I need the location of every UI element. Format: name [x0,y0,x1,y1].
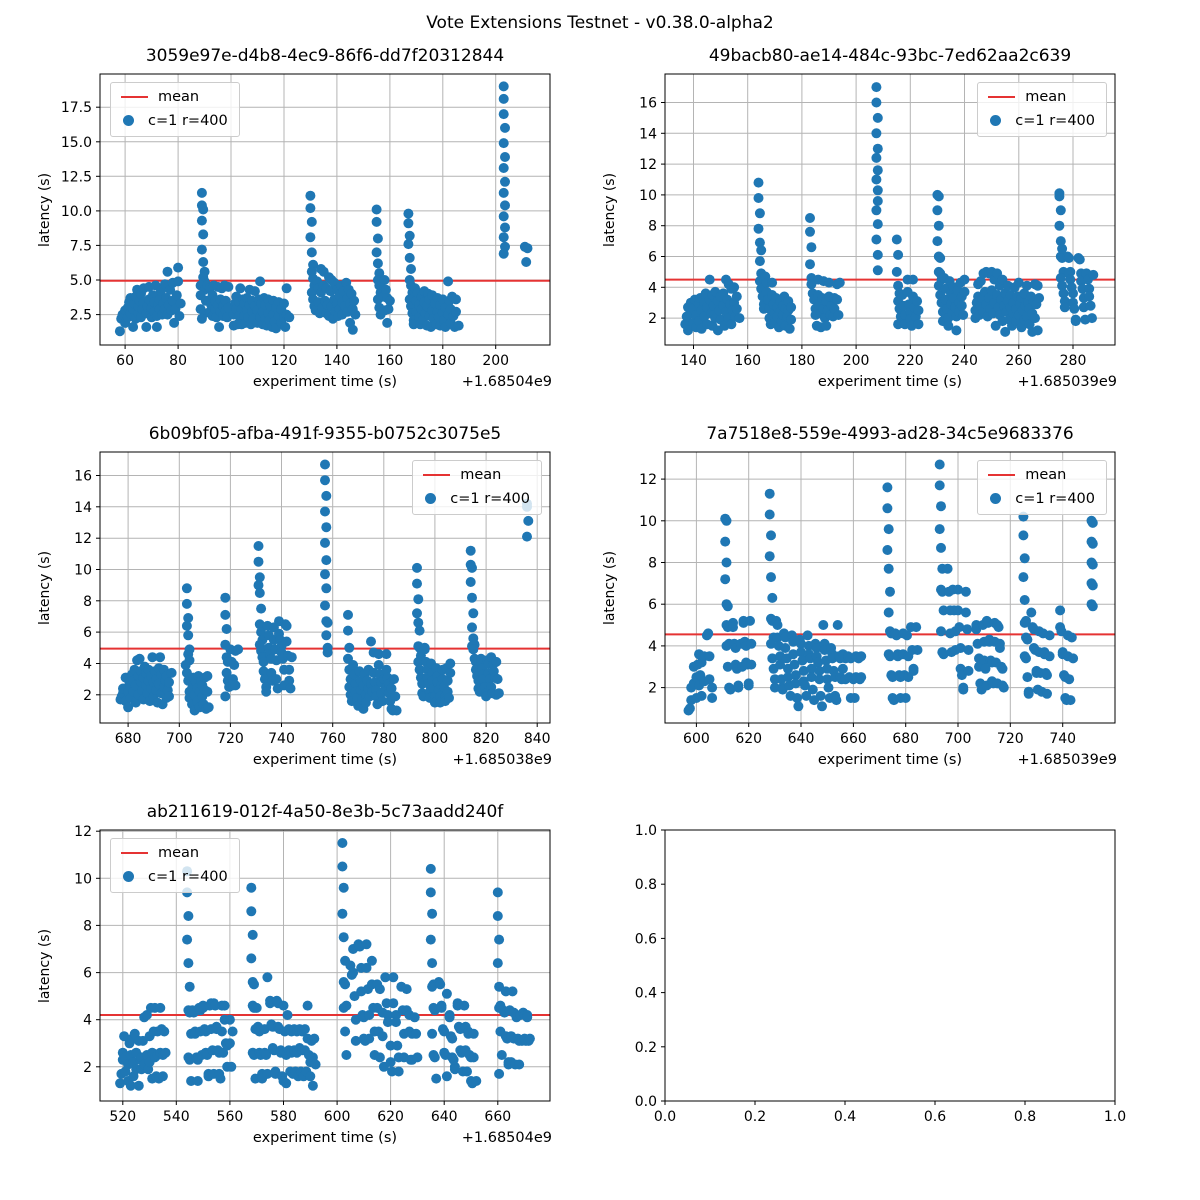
svg-text:10: 10 [74,871,92,888]
svg-text:12.5: 12.5 [60,169,92,186]
legend-item-mean [988,468,1095,483]
mean-line-swatch-icon [121,852,148,854]
figure-title: Vote Extensions Testnet - v0.38.0-alpha2 [426,13,774,33]
svg-text:160: 160 [734,353,762,369]
legend-label: mean [1025,467,1067,483]
svg-text:5.0: 5.0 [69,273,92,289]
svg-text:2: 2 [83,687,92,704]
svg-text:2: 2 [648,311,657,328]
legend [977,82,1107,137]
svg-text:6: 6 [83,965,92,982]
subplot-6b09bf05 [37,424,552,768]
svg-text:12: 12 [639,472,657,489]
legend-item-series [121,114,228,129]
svg-text:180: 180 [429,353,457,369]
svg-text:140: 140 [323,353,351,369]
svg-text:680: 680 [892,731,920,747]
mean-line-swatch-icon [121,96,148,98]
legend-label: mean [460,467,502,483]
svg-text:740: 740 [1049,731,1077,747]
x-axis-offset-text: +1.685039e9 [1017,752,1117,768]
x-axis-offset-text: +1.68504e9 [461,1130,552,1146]
legend-label: c=1 r=400 [450,490,530,507]
svg-text:180: 180 [788,353,816,369]
legend [412,460,542,515]
svg-text:640: 640 [787,731,815,747]
legend-label: mean [1025,89,1067,105]
svg-text:620: 620 [735,731,763,747]
svg-text:4: 4 [648,638,657,655]
svg-text:12: 12 [74,824,92,841]
series-dot-swatch-icon [425,493,436,504]
legend [110,82,240,137]
svg-text:540: 540 [162,1109,190,1125]
y-axis-label: latency (s) [37,550,53,625]
subplot-empty [634,823,1127,1125]
mean-line-swatch-icon [988,474,1015,476]
x-axis-label: experiment time (s) [817,752,963,768]
svg-text:2: 2 [648,680,657,697]
svg-text:600: 600 [323,1109,351,1125]
svg-text:6: 6 [83,625,92,642]
legend [977,460,1107,515]
svg-text:0.4: 0.4 [634,985,657,1002]
subplot-title: ab211619-012f-4a50-8e3b-5c73aadd240f [146,802,504,822]
legend-item-series [423,492,530,507]
svg-text:820: 820 [472,731,500,747]
svg-text:7.5: 7.5 [69,238,92,255]
svg-text:720: 720 [996,731,1024,747]
svg-text:4: 4 [83,656,92,673]
svg-text:240: 240 [951,353,978,369]
svg-text:12: 12 [639,157,657,174]
legend-label: c=1 r=400 [1015,490,1095,507]
svg-text:200: 200 [842,353,870,369]
svg-text:100: 100 [217,353,245,369]
series-dot-swatch-icon [123,115,134,126]
svg-text:10: 10 [639,513,657,530]
svg-text:580: 580 [270,1109,297,1125]
svg-text:0.0: 0.0 [634,1094,657,1110]
svg-text:2.5: 2.5 [69,307,92,324]
svg-text:120: 120 [270,353,298,369]
svg-text:0.2: 0.2 [634,1039,657,1056]
legend-label: c=1 r=400 [1015,112,1095,129]
series-dot-swatch-icon [990,493,1001,504]
subplot-ab211619 [37,802,552,1146]
legend-label: mean [158,89,200,105]
svg-text:620: 620 [377,1109,404,1125]
legend-item-series [988,492,1095,507]
svg-text:280: 280 [1059,353,1087,369]
y-axis-label: latency (s) [37,172,53,247]
subplot-title: 6b09bf05-afba-491f-9355-b0752c3075e5 [148,424,502,444]
svg-text:2: 2 [83,1059,92,1076]
subplot-7a7518e8 [602,424,1117,768]
series-dot-swatch-icon [990,115,1001,126]
subplot-title: 7a7518e8-559e-4993-ad28-34c5e9683376 [706,424,1074,444]
svg-text:0.8: 0.8 [634,877,657,894]
svg-text:720: 720 [217,731,244,747]
svg-text:0.6: 0.6 [923,1109,947,1125]
svg-text:740: 740 [268,731,295,747]
legend-item-series [121,870,228,885]
svg-text:0.4: 0.4 [833,1109,857,1125]
svg-text:520: 520 [109,1109,137,1125]
y-axis-label: latency (s) [602,550,618,625]
x-axis-label: experiment time (s) [252,752,398,768]
svg-text:600: 600 [683,731,710,747]
svg-text:8: 8 [83,593,92,610]
svg-text:780: 780 [370,731,398,747]
svg-text:17.5: 17.5 [60,100,92,117]
svg-text:220: 220 [896,353,924,369]
svg-text:10.0: 10.0 [60,203,92,220]
svg-text:840: 840 [523,731,551,747]
subplot-49bacb80 [602,46,1117,390]
svg-text:6: 6 [648,597,657,614]
svg-text:200: 200 [482,353,510,369]
svg-text:4: 4 [648,280,657,297]
svg-text:680: 680 [114,731,142,747]
x-axis-offset-text: +1.685038e9 [452,752,552,768]
mean-line-swatch-icon [988,96,1015,98]
svg-text:0.2: 0.2 [743,1109,767,1125]
svg-text:12: 12 [74,531,92,548]
svg-text:700: 700 [165,731,193,747]
svg-text:1.0: 1.0 [1103,1109,1127,1125]
subplot-title: 49bacb80-ae14-484c-93bc-7ed62aa2c639 [708,46,1072,66]
legend-item-mean [423,468,530,483]
legend-item-mean [121,846,228,861]
svg-text:16: 16 [639,95,657,112]
svg-text:8: 8 [648,555,657,572]
svg-text:560: 560 [216,1109,244,1125]
legend-item-mean [988,90,1095,105]
x-axis-offset-text: +1.68504e9 [461,374,552,390]
svg-text:15.0: 15.0 [60,134,92,151]
legend-label: mean [158,845,200,861]
plot-canvas [605,818,1150,1143]
svg-text:14: 14 [639,126,657,143]
svg-text:10: 10 [74,562,92,579]
mean-line-swatch-icon [423,474,450,476]
legend-label: c=1 r=400 [148,112,228,129]
svg-text:60: 60 [116,353,135,369]
svg-text:80: 80 [169,353,188,369]
svg-text:660: 660 [840,731,867,747]
svg-text:10: 10 [639,187,657,204]
x-axis-label: experiment time (s) [252,1130,398,1146]
legend-label: c=1 r=400 [148,868,228,885]
x-axis-offset-text: +1.685039e9 [1017,374,1117,390]
legend-item-series [988,114,1095,129]
svg-text:800: 800 [421,731,449,747]
svg-text:6: 6 [648,249,657,266]
svg-text:160: 160 [376,353,404,369]
x-axis-label: experiment time (s) [817,374,963,390]
legend [110,838,240,893]
svg-text:260: 260 [1005,353,1033,369]
y-axis-label: latency (s) [37,928,53,1003]
svg-text:0.8: 0.8 [1013,1109,1037,1125]
svg-text:660: 660 [484,1109,512,1125]
subplot-3059e97e [37,46,552,390]
x-axis-label: experiment time (s) [252,374,398,390]
svg-text:140: 140 [680,353,707,369]
svg-text:0.0: 0.0 [653,1109,677,1125]
svg-text:700: 700 [944,731,972,747]
svg-text:14: 14 [74,499,92,516]
svg-text:8: 8 [83,918,92,935]
svg-text:1.0: 1.0 [634,823,657,839]
svg-text:640: 640 [430,1109,458,1125]
legend-item-mean [121,90,228,105]
svg-text:760: 760 [319,731,347,747]
subplot-title: 3059e97e-d4b8-4ec9-86f6-dd7f20312844 [145,46,505,66]
y-axis-label: latency (s) [602,172,618,247]
series-dot-swatch-icon [123,871,134,882]
svg-text:0.6: 0.6 [634,931,657,948]
svg-text:4: 4 [83,1012,92,1029]
svg-text:8: 8 [648,218,657,235]
svg-text:16: 16 [74,468,92,485]
